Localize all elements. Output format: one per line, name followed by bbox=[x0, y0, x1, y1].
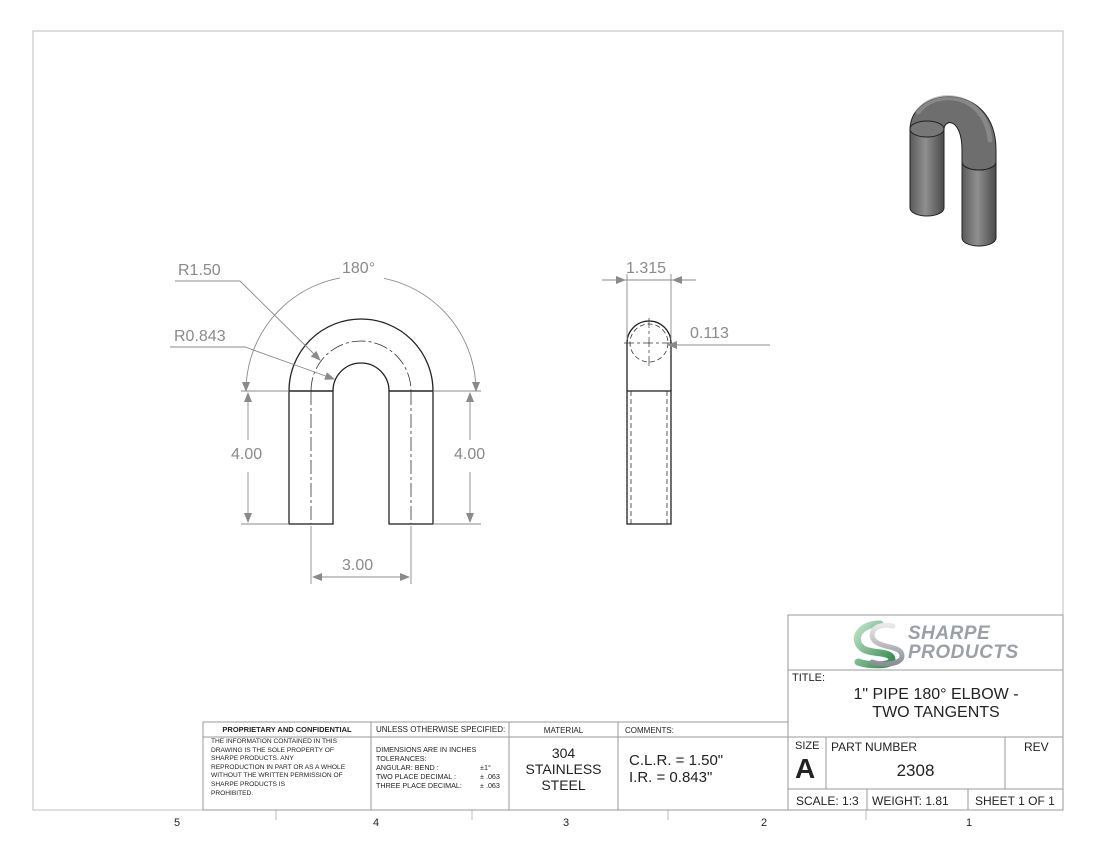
tolerance-row-value: ± .063 bbox=[480, 781, 500, 790]
proprietary-notice bbox=[211, 738, 371, 798]
proprietary-line: REPRODUCTION IN PART OR AS A WHOLE bbox=[211, 763, 346, 771]
tolerance-label: TOLERANCES: bbox=[376, 754, 427, 763]
logo-line-2: PRODUCTS bbox=[908, 642, 1019, 663]
title-line-2: TWO TANGENTS bbox=[872, 704, 1000, 721]
proprietary-line: PROHIBITED. bbox=[211, 789, 254, 797]
proprietary-heading: PROPRIETARY AND CONFIDENTIAL bbox=[222, 725, 352, 734]
drawing-title bbox=[826, 686, 1046, 722]
dim-wall: 0.113 bbox=[690, 325, 729, 342]
tolerance-row-value: ±1° bbox=[480, 763, 491, 772]
title-line-1: 1" PIPE 180° ELBOW - bbox=[853, 686, 1019, 703]
zone-label: 5 bbox=[174, 817, 181, 829]
units-note: DIMENSIONS ARE IN INCHES bbox=[376, 745, 477, 754]
tolerance-row-label: TWO PLACE DECIMAL : bbox=[376, 772, 457, 781]
dim-r-outer: R1.50 bbox=[178, 262, 221, 279]
tolerance-row bbox=[376, 763, 508, 772]
material-line: 304 bbox=[551, 745, 576, 761]
comments-value bbox=[629, 752, 723, 786]
zone-label: 3 bbox=[563, 817, 570, 829]
comments-heading: COMMENTS: bbox=[625, 726, 674, 735]
side-centerlines bbox=[624, 318, 674, 368]
weight: WEIGHT: 1.81 bbox=[872, 794, 949, 808]
part-number-value: 2308 bbox=[896, 761, 935, 780]
proprietary-line: THE INFORMATION CONTAINED IN THIS bbox=[211, 738, 338, 745]
company-logo bbox=[857, 624, 902, 665]
zone-ticks bbox=[276, 810, 866, 820]
tolerance-row-label: ANGULAR: BEND : bbox=[376, 763, 439, 772]
proprietary-line: DRAWING IS THE SOLE PROPERTY OF bbox=[211, 746, 334, 754]
comment-ir: I.R. = 0.843" bbox=[629, 769, 713, 786]
title-label: TITLE: bbox=[792, 672, 826, 684]
tolerance-heading: UNLESS OTHERWISE SPECIFIED: bbox=[376, 725, 506, 734]
logo-line-1: SHARPE bbox=[908, 623, 991, 644]
side-hidden-lines bbox=[630, 324, 668, 524]
rev-label: REV bbox=[1024, 740, 1049, 754]
dim-outer-diameter: 1.315 bbox=[626, 260, 667, 277]
sheet-count: SHEET 1 OF 1 bbox=[975, 794, 1055, 808]
size-value: A bbox=[795, 753, 816, 784]
logo-wordmark bbox=[908, 624, 1019, 662]
scale: SCALE: 1:3 bbox=[796, 794, 859, 808]
dim-angle: 180° bbox=[342, 260, 376, 277]
comment-clr: C.L.R. = 1.50" bbox=[629, 752, 724, 769]
tolerance-row-label: THREE PLACE DECIMAL: bbox=[376, 781, 462, 790]
material-heading: MATERIAL bbox=[543, 726, 584, 735]
zone-label: 1 bbox=[966, 817, 973, 829]
dim-right-length: 4.00 bbox=[454, 446, 486, 463]
material-line: STEEL bbox=[541, 777, 586, 793]
dim-left-length: 4.00 bbox=[231, 446, 263, 463]
material-line: STAINLESS bbox=[525, 761, 602, 777]
tolerance-block bbox=[376, 745, 508, 790]
zone-label: 4 bbox=[373, 817, 380, 829]
zone-label: 2 bbox=[761, 817, 768, 829]
proprietary-line: SHARPE PRODUCTS. ANY bbox=[211, 755, 294, 763]
tolerance-row bbox=[376, 781, 508, 790]
dim-spacing: 3.00 bbox=[342, 557, 374, 574]
proprietary-line: WITHOUT THE WRITTEN PERMISSION OF bbox=[211, 772, 343, 780]
size-label: SIZE bbox=[795, 740, 820, 752]
isometric-view bbox=[910, 97, 996, 246]
front-dimensions bbox=[170, 276, 481, 584]
proprietary-line: SHARPE PRODUCTS IS bbox=[211, 780, 286, 788]
front-centerlines bbox=[311, 341, 411, 524]
dim-r-inner: R0.843 bbox=[174, 328, 226, 345]
material-value bbox=[509, 745, 618, 793]
tolerance-row-value: ± .063 bbox=[480, 772, 500, 781]
tolerance-row bbox=[376, 772, 508, 781]
side-dimensions bbox=[602, 274, 770, 345]
part-number-label: PART NUMBER bbox=[831, 740, 918, 754]
